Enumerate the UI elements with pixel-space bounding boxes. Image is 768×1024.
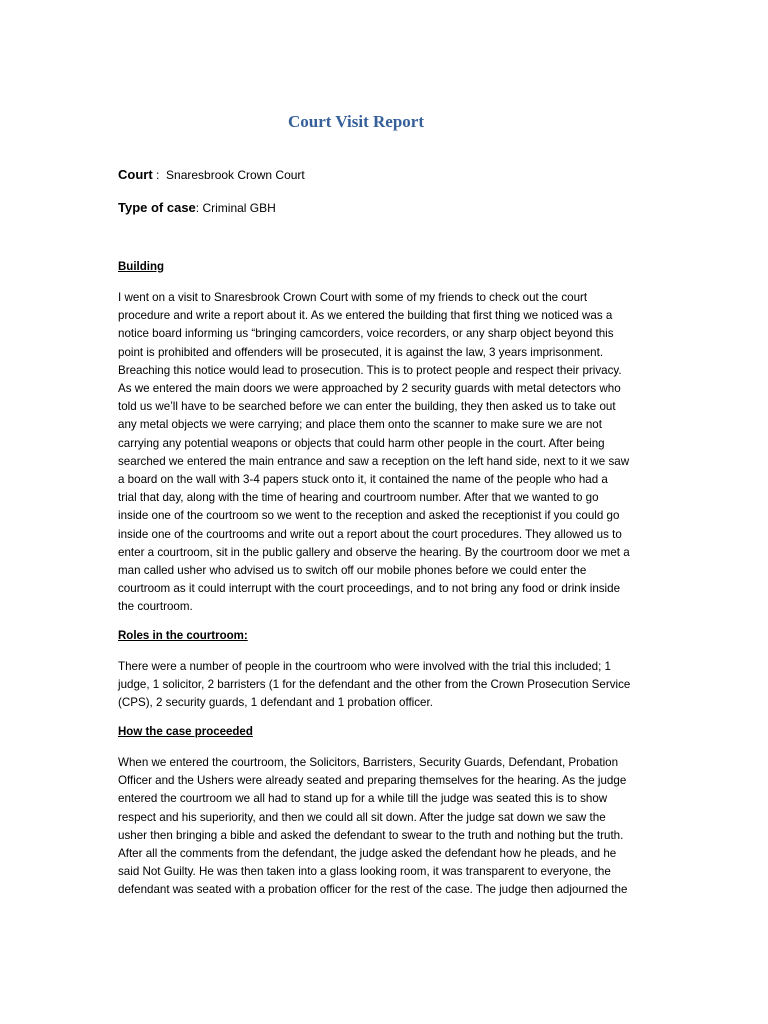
paragraph-line: notice board informing us “bringing camcorders, voice recorders, or any sharp object beyond this bbox=[118, 327, 614, 341]
paragraph-line: Officer and the Ushers were already seated and preparing themselves for the hearing. As the judge bbox=[118, 774, 627, 788]
section-heading-building: Building bbox=[118, 261, 164, 273]
paragraph-line: As we entered the main doors we were approached by 2 security guards with metal detectors who bbox=[118, 382, 621, 396]
section-heading-proceedings: How the case proceeded bbox=[118, 726, 253, 738]
case-type-line bbox=[118, 200, 276, 215]
paragraph-line: inside one of the courtrooms and write out a report about the court procedures. They allowed us to bbox=[118, 527, 622, 541]
section-heading-roles: Roles in the courtroom: bbox=[118, 630, 248, 642]
paragraph-line: I went on a visit to Snaresbrook Crown Court with some of my friends to check out the court bbox=[118, 291, 588, 304]
court-label: Court bbox=[118, 167, 153, 182]
paragraph-line: man called usher who advised us to switch off our mobile phones before we could enter the bbox=[118, 564, 587, 578]
paragraph-line: respect and his superiority, and then we could all sit down. After the judge sat down we saw the bbox=[118, 810, 606, 824]
court-value: Snaresbrook Crown Court bbox=[166, 168, 305, 182]
paragraph-line: When we entered the courtroom, the Solicitors, Barristers, Security Guards, Defendant, Probation bbox=[118, 756, 619, 769]
paragraph-line: Breaching this notice would lead to prosecution. This is to protect people and respect their privacy. bbox=[118, 363, 622, 377]
paragraph-line: judge, 1 solicitor, 2 barristers (1 for the defendant and the other from the Crown Prosecution Service bbox=[118, 678, 631, 692]
paragraph-line: carrying any potential weapons or objects that could harm other people in the court. After being bbox=[118, 436, 605, 450]
paragraph-line: the courtroom. bbox=[118, 600, 193, 614]
paragraph-line: told us we’ll have to be searched before we can enter the building, they then asked us to take out bbox=[118, 400, 616, 414]
section-paragraph-roles bbox=[118, 658, 658, 713]
paragraph-line: said Not Guilty. He was then taken into a glass looking room, it was transparent to everyone, the bbox=[118, 865, 611, 879]
paragraph-line: After all the comments from the defendant, the judge asked the defendant how he pleads, and he bbox=[118, 847, 617, 861]
paragraph-line: enter a courtroom, sit in the public gallery and observe the hearing. By the courtroom door we met a bbox=[118, 545, 630, 559]
document-title: Court Visit Report bbox=[288, 112, 424, 131]
paragraph-line: trial that day, along with the time of hearing and courtroom number. After that we wanted to go bbox=[118, 491, 599, 505]
paragraph-line: point is prohibited and offenders will be prosecuted, it is against the law, 3 years imprisonment. bbox=[118, 345, 604, 359]
paragraph-line: defendant was seated with a probation officer for the rest of the case. The judge then adjourned the bbox=[118, 883, 628, 897]
paragraph-line: (CPS), 2 security guards, 1 defendant and 1 probation officer. bbox=[118, 696, 433, 710]
paragraph-line: a board on the wall with 3-4 papers stuck onto it, it contained the name of the people who had a bbox=[118, 473, 608, 487]
paragraph-line: procedure and write a report about it. As we entered the building that first thing we noticed was a bbox=[118, 309, 613, 323]
court-separator: : bbox=[152, 168, 167, 182]
paragraph-line: There were a number of people in the courtroom who were involved with the trial this included; 1 bbox=[118, 660, 611, 673]
court-line bbox=[118, 167, 305, 182]
paragraph-line: usher then bringing a bible and asked the defendant to swear to the truth and nothing but the truth. bbox=[118, 828, 624, 842]
paragraph-line: courtroom as it could interrupt with the court proceedings, and to not bring any food or drink inside bbox=[118, 582, 621, 596]
case-type-label: Type of case bbox=[118, 200, 196, 215]
paragraph-line: searched we entered the main entrance and saw a reception on the left hand side, next to it we saw bbox=[118, 454, 630, 468]
case-type-value: Criminal GBH bbox=[202, 201, 276, 215]
section-paragraph-building bbox=[118, 289, 658, 617]
paragraph-line: any metal objects we were carrying; and place them onto the scanner to make sure we are not bbox=[118, 418, 602, 432]
section-paragraph-proceedings bbox=[118, 754, 658, 900]
paragraph-line: entered the courtroom we all had to stand up for a while till the judge was seated this is to show bbox=[118, 792, 608, 806]
case-type-separator: : bbox=[195, 201, 203, 215]
paragraph-line: inside one of the courtroom so we went to the reception and asked the receptionist if you could go bbox=[118, 509, 620, 523]
